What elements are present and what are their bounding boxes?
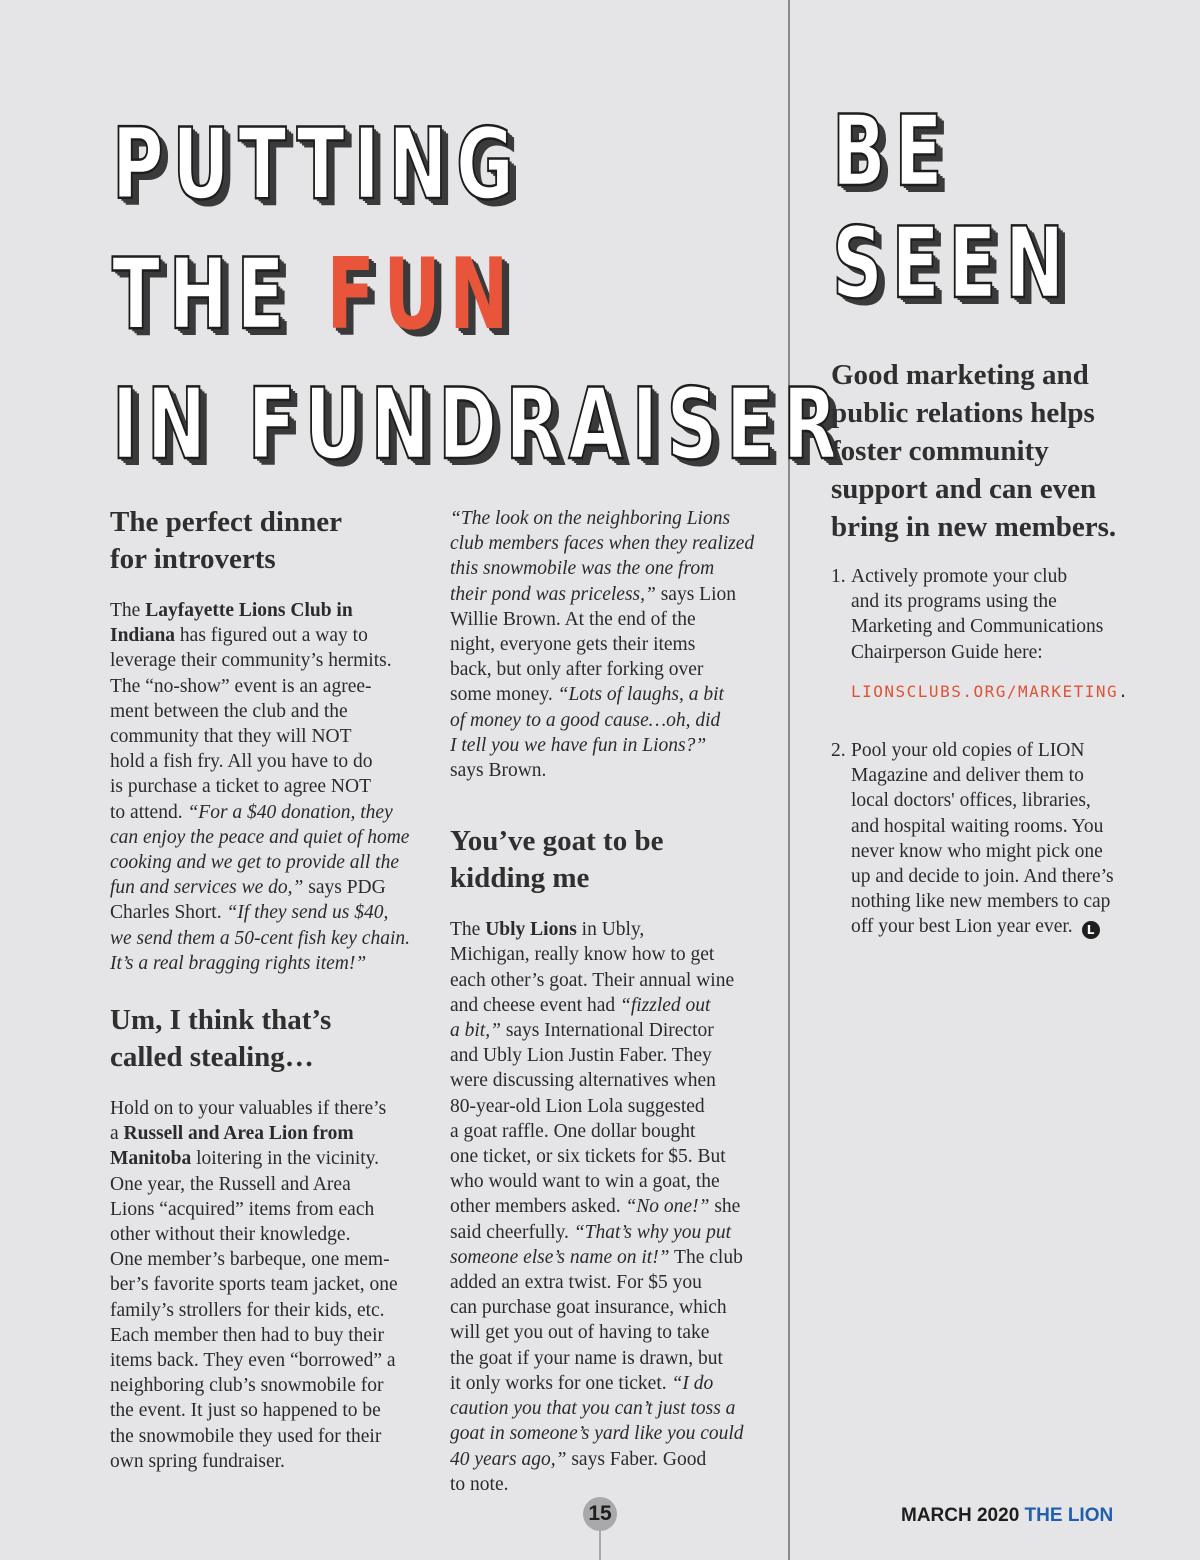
text-line: I tell you we have fun in Lions?”	[450, 734, 707, 756]
article-column-2	[450, 506, 755, 1497]
text-line: a Russell and Area Lion from	[110, 1123, 354, 1145]
text-line: who would want to win a goat, the	[450, 1171, 720, 1193]
lion-end-mark-icon: L	[1082, 921, 1100, 939]
text-line: their pond was priceless,” says Lion	[450, 583, 737, 605]
sidebar-headline	[832, 96, 1073, 320]
section-body-introverts	[110, 598, 420, 976]
section-title-introverts: The perfect dinner for introverts	[110, 506, 342, 575]
text-line: is purchase a ticket to agree NOT	[110, 776, 371, 798]
text-line: other members asked. “No one!” she	[450, 1196, 741, 1218]
text-line: Each member then had to buy their	[110, 1324, 384, 1346]
text-line: Indiana has figured out a way to	[110, 625, 368, 647]
headline-line-1: PUTTING	[112, 108, 523, 222]
text-line: the snowmobile they used for their	[110, 1425, 382, 1447]
page-number-badge: 15	[583, 1497, 617, 1531]
article-column-1	[110, 504, 420, 1474]
text-line: says Brown.	[450, 760, 547, 782]
main-headline	[112, 100, 846, 490]
text-line: Michigan, really know how to get	[450, 944, 715, 966]
text-line: some money. “Lots of laughs, a bit	[450, 684, 724, 706]
text-line: “The look on the neighboring Lions	[450, 508, 731, 529]
text-line: ment between the club and the	[110, 700, 348, 722]
text-line: can enjoy the peace and quiet of home	[110, 826, 410, 848]
text-line: One year, the Russell and Area	[110, 1173, 351, 1195]
text-line: were discussing alternatives when	[450, 1070, 716, 1092]
text-line: and Ubly Lion Justin Faber. They	[450, 1045, 712, 1067]
text-line: ber’s favorite sports team jacket, one	[110, 1274, 398, 1296]
text-line: night, everyone gets their items	[450, 634, 696, 656]
text-line: caution you that you can’t just toss a	[450, 1398, 736, 1420]
text-line: other without their knowledge.	[110, 1224, 351, 1246]
text-line: One member’s barbeque, one mem-	[110, 1249, 390, 1271]
text-line: family’s strollers for their kids, etc.	[110, 1299, 385, 1321]
tip-item-1: 1. Actively promote your club and its programs using the Marketing and Communications Chairperson Guide here: LIONSCLUBS.ORG/MARKETING.	[831, 564, 1141, 704]
text-line: hold a fish fry. All you have to do	[110, 751, 373, 773]
text-line: 80-year-old Lion Lola suggested	[450, 1095, 705, 1117]
text-line: fun and services we do,” says PDG	[110, 877, 386, 899]
sidebar-headline-line-2: SEEN	[832, 207, 1073, 321]
text-line: it only works for one ticket. “I do	[450, 1372, 714, 1394]
text-line: said cheerfully. “That’s why you put	[450, 1221, 732, 1243]
text-line: The “no-show” event is an agree-	[110, 675, 372, 697]
sidebar-column	[831, 356, 1141, 940]
headline-accent-word: FUN	[326, 238, 517, 352]
text-line: to note.	[450, 1473, 509, 1495]
tip-item-2: 2. Pool your old copies of LION Magazine and deliver them to local doctors' offices, libraries, and hospital waiting rooms. You never know who might pick one up and decide to join. And there’s nothing like new members to cap off your best Lion year ever. L	[831, 740, 1114, 938]
marketing-link[interactable]: LIONSCLUBS.ORG/MARKETING	[851, 681, 1119, 701]
tips-list	[831, 564, 1141, 940]
text-line: The Layfayette Lions Club in	[110, 600, 353, 621]
tip-number: 1.	[831, 566, 846, 587]
text-line: back, but only after forking over	[450, 659, 704, 681]
issue-date: MARCH 2020	[901, 1505, 1020, 1526]
section-body-goat	[450, 917, 755, 1497]
text-line: Hold on to your valuables if there’s	[110, 1098, 387, 1120]
text-line: club members faces when they realized	[450, 533, 755, 555]
text-line: the goat if your name is drawn, but	[450, 1347, 723, 1369]
text-line: Manitoba loitering in the vicinity.	[110, 1148, 380, 1170]
tip-number: 2.	[831, 740, 846, 762]
headline-line-2-pre: THE	[112, 238, 294, 352]
text-line: cooking and we get to provide all the	[110, 852, 400, 874]
text-line: one ticket, or six tickets for $5. But	[450, 1146, 726, 1168]
headline-line-2	[112, 230, 846, 360]
section-body-stealing	[110, 1096, 420, 1474]
text-line: a goat raffle. One dollar bought	[450, 1120, 696, 1142]
text-line: own spring fundraiser.	[110, 1450, 285, 1472]
text-line: can purchase goat insurance, which	[450, 1297, 727, 1319]
text-line: The Ubly Lions in Ubly,	[450, 919, 645, 941]
sidebar-headline-line-1: BE	[832, 95, 952, 209]
section-title-goat: You’ve goat to be kidding me	[450, 825, 664, 895]
text-line: and cheese event had “fizzled out	[450, 994, 711, 1016]
text-line: a bit,” says International Director	[450, 1020, 714, 1042]
footer-folio	[901, 1505, 1113, 1527]
page-number-tick	[599, 1531, 601, 1560]
marketing-link-line: LIONSCLUBS.ORG/MARKETING.	[851, 681, 1130, 701]
text-line: Charles Short. “If they send us $40,	[110, 902, 389, 924]
text-line: added an extra twist. For $5 you	[450, 1272, 702, 1294]
section-body-snowmobile-quote	[450, 506, 755, 783]
text-line: community that they will NOT	[110, 726, 352, 748]
section-title-stealing: Um, I think that’s called stealing…	[110, 1004, 332, 1074]
text-line: Willie Brown. At the end of the	[450, 608, 696, 630]
sidebar-lead: Good marketing and public relations helps foster community support and can even bring in new members.	[831, 359, 1117, 543]
magazine-name: THE LION	[1024, 1505, 1114, 1526]
headline-line-3: IN FUNDRAISER	[112, 368, 846, 482]
text-line: this snowmobile was the one from	[450, 558, 715, 580]
text-line: 40 years ago,” says Faber. Good	[450, 1448, 707, 1470]
text-line: someone else’s name on it!” The club	[450, 1246, 743, 1268]
text-line: we send them a 50-cent fish key chain.	[110, 927, 410, 949]
text-line: neighboring club’s snowmobile for	[110, 1375, 384, 1397]
text-line: each other’s goat. Their annual wine	[450, 969, 735, 991]
text-line: goat in someone’s yard like you could	[450, 1423, 744, 1445]
text-line: It’s a real bragging rights item!”	[110, 952, 367, 974]
text-line: leverage their community’s hermits.	[110, 650, 392, 672]
text-line: to attend. “For a $40 donation, they	[110, 801, 393, 823]
text-line: Lions “acquired” items from each	[110, 1198, 375, 1220]
text-line: will get you out of having to take	[450, 1322, 710, 1344]
text-line: items back. They even “borrowed” a	[110, 1350, 396, 1372]
text-line: of money to a good cause…oh, did	[450, 709, 721, 731]
text-line: the event. It just so happened to be	[110, 1400, 381, 1422]
